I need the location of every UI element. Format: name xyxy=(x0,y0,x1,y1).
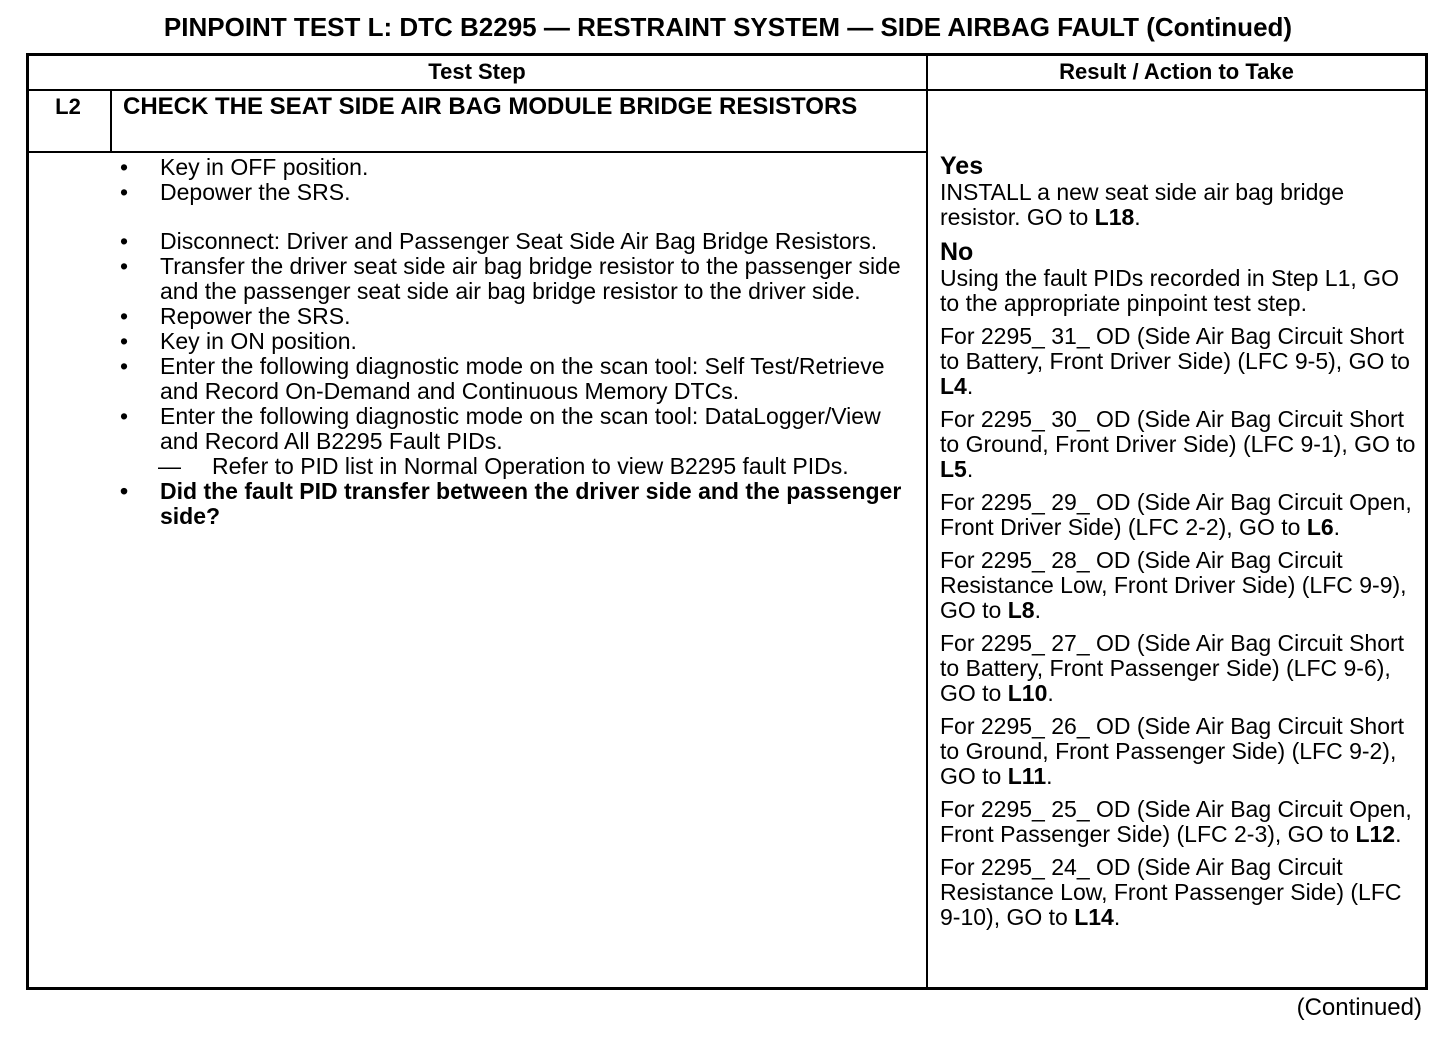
list-item: • Repower the SRS. xyxy=(120,303,351,329)
continued-label: (Continued) xyxy=(1296,994,1422,1021)
no-action: Using the fault PIDs recorded in Step L1, GO to the appropriate pinpoint test step. xyxy=(940,265,1399,316)
step-id: L2 xyxy=(55,94,81,119)
list-item: • Key in OFF position. xyxy=(120,154,369,180)
result-entry: For 2295_ 25_ OD (Side Air Bag Circuit Open, Front Passenger Side) (LFC 2-3), GO to L12. xyxy=(940,796,1412,847)
yes-action: INSTALL a new seat side air bag bridge resistor. GO to L18. xyxy=(940,179,1345,230)
result-action-column xyxy=(940,152,1424,930)
step-title-divider xyxy=(26,151,927,153)
header-result-action: Result / Action to Take xyxy=(1059,59,1294,84)
step-question: • Did the fault PID transfer between the driver side and the passenger side? xyxy=(120,478,902,529)
page-title: PINPOINT TEST L: DTC B2295 — RESTRAINT SYSTEM — SIDE AIRBAG FAULT (Continued) xyxy=(163,12,1293,42)
column-divider xyxy=(926,53,928,990)
header-divider xyxy=(26,89,1428,91)
result-entry: For 2295_ 27_ OD (Side Air Bag Circuit Short to Battery, Front Passenger Side) (LFC 9-6), GO to L10. xyxy=(940,630,1405,706)
yes-label: Yes xyxy=(940,152,984,180)
list-item: • Disconnect: Driver and Passenger Seat Side Air Bag Bridge Resistors. xyxy=(120,228,878,254)
instruction-list xyxy=(116,155,916,529)
list-item: • Depower the SRS. xyxy=(120,179,351,205)
list-item: • Enter the following diagnostic mode on the scan tool: DataLogger/View and Record All B2295 Fault PIDs. xyxy=(120,403,881,454)
list-item: • Enter the following diagnostic mode on the scan tool: Self Test/Retrieve and Record On-Demand and Continuous Memory DTCs. xyxy=(120,353,885,404)
result-entry: For 2295_ 29_ OD (Side Air Bag Circuit Open, Front Driver Side) (LFC 2-2), GO to L6. xyxy=(940,489,1412,540)
no-label: No xyxy=(940,238,974,266)
result-entry: For 2295_ 30_ OD (Side Air Bag Circuit Short to Ground, Front Driver Side) (LFC 9-1), GO to L5. xyxy=(940,406,1416,482)
result-entry: For 2295_ 24_ OD (Side Air Bag Circuit Resistance Low, Front Passenger Side) (LFC 9-10), GO to L14. xyxy=(940,854,1402,930)
result-entry: For 2295_ 26_ OD (Side Air Bag Circuit Short to Ground, Front Passenger Side) (LFC 9-2), GO to L11. xyxy=(940,713,1405,789)
header-test-step: Test Step xyxy=(428,59,526,84)
result-entry: For 2295_ 31_ OD (Side Air Bag Circuit Short to Battery, Front Driver Side) (LFC 9-5), GO to L4. xyxy=(940,323,1410,399)
result-entry: For 2295_ 28_ OD (Side Air Bag Circuit Resistance Low, Front Driver Side) (LFC 9-9), GO to L8. xyxy=(940,547,1407,623)
step-id-divider xyxy=(110,89,112,153)
list-item: • Transfer the driver seat side air bag bridge resistor to the passenger side and the passenger seat side air bag bridge resistor to the driver side. xyxy=(120,253,901,304)
list-item: • Key in ON position. xyxy=(120,328,357,354)
step-title: CHECK THE SEAT SIDE AIR BAG MODULE BRIDGE RESISTORS xyxy=(123,93,858,120)
sub-instruction: — Refer to PID list in Normal Operation to view B2295 fault PIDs. xyxy=(158,453,849,479)
